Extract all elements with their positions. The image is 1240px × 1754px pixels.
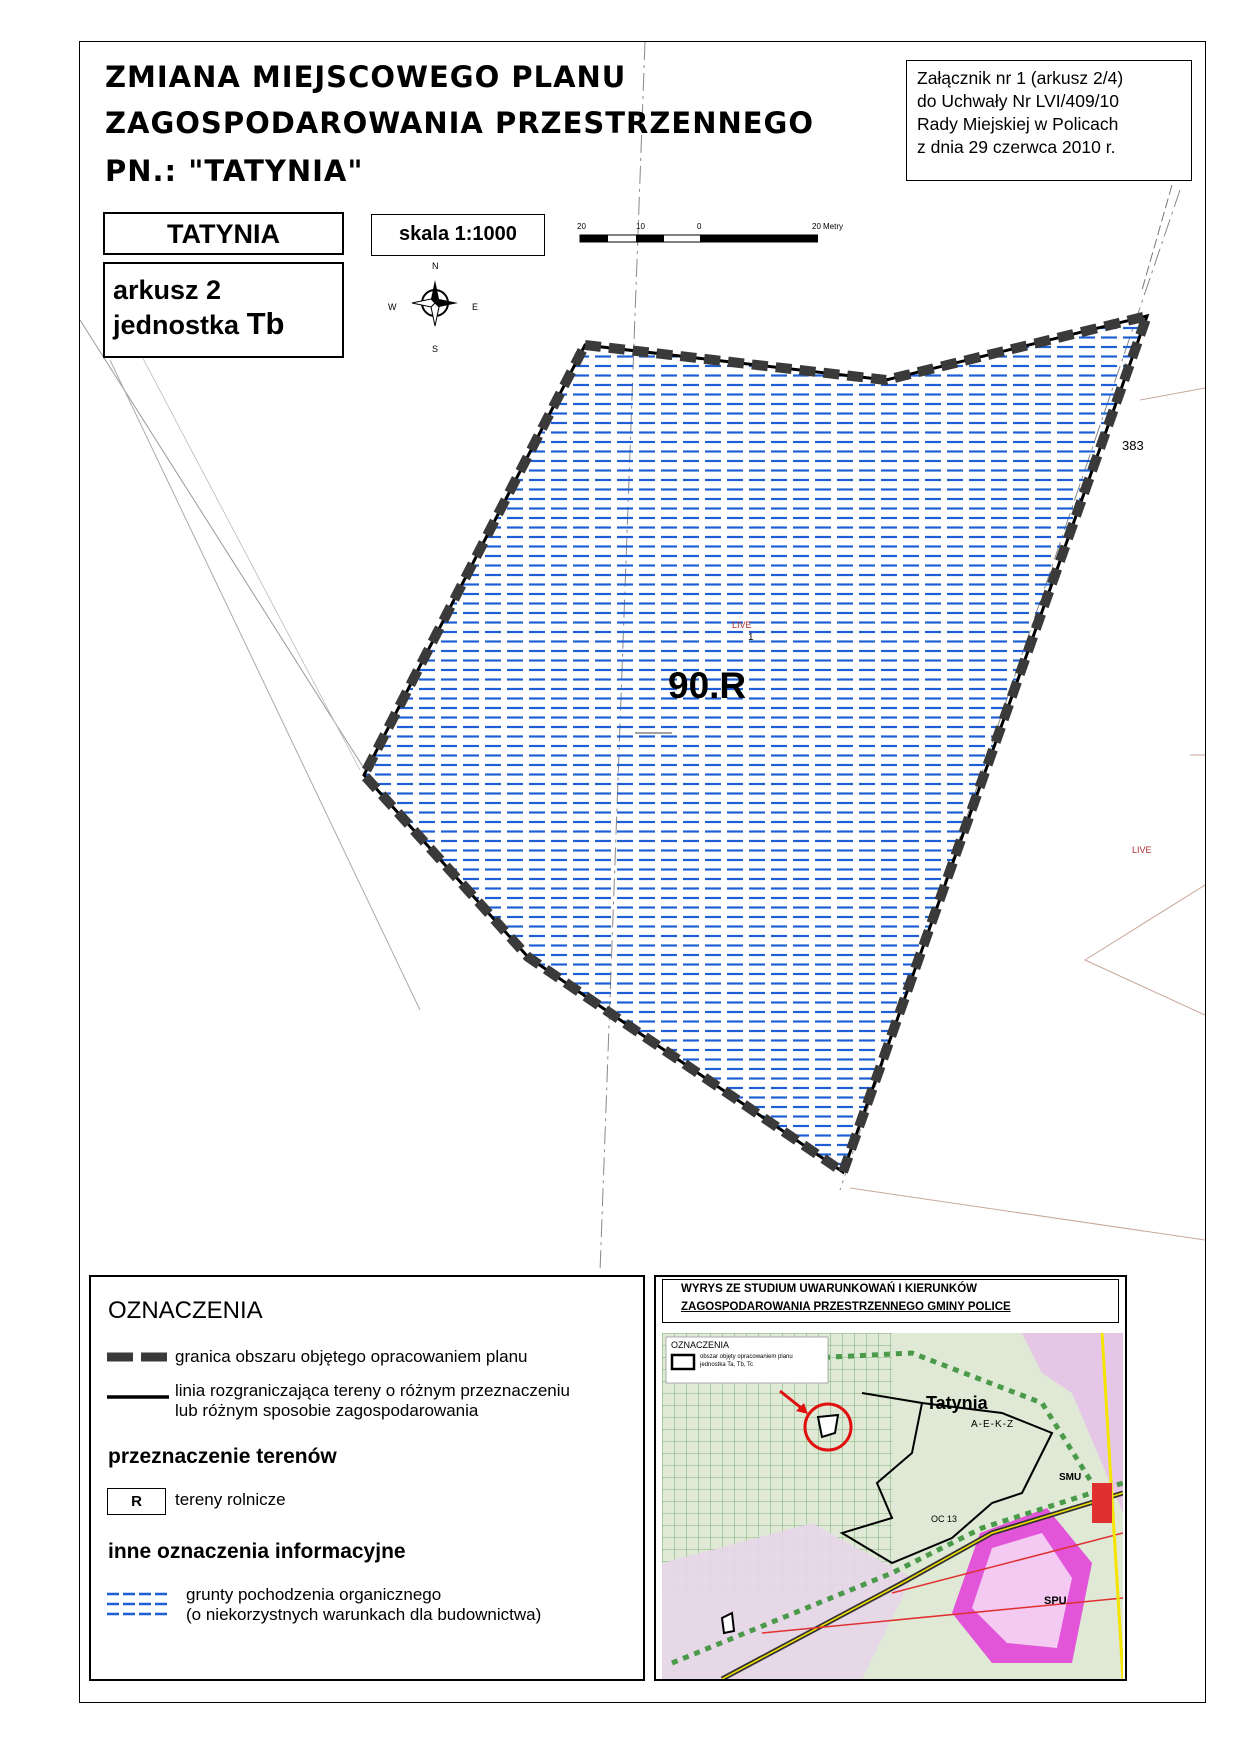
parcel-line xyxy=(128,330,360,770)
zone-90r-area[interactable] xyxy=(364,316,1147,1172)
study-label-aekz: A-E-K-Z xyxy=(971,1419,1015,1430)
study-map xyxy=(662,1333,1123,1679)
legend-boundary: granica obszaru objętego opracowaniem planu xyxy=(175,1347,528,1366)
legend-organic-desc: grunty pochodzenia organicznego xyxy=(186,1585,442,1604)
legend-panel xyxy=(89,1275,645,1681)
excerpt-title-box xyxy=(662,1279,1119,1323)
mini-legend-desc: jednostka Ta, Tb, Tc xyxy=(700,1362,754,1368)
legend-organic-desc: (o niekorzystnych warunkach dla budownictwa) xyxy=(186,1605,542,1624)
scale-bar xyxy=(578,232,818,246)
plan-title-line1: ZMIANA MIEJSCOWEGO PLANU xyxy=(105,60,627,94)
soil-class-label-right: LIVE xyxy=(1132,845,1152,855)
compass-n: N xyxy=(432,261,439,271)
legend-section-info: inne oznaczenia informacyjne xyxy=(108,1540,406,1563)
legend-line-desc: lub różnym sposobie zagospodarowania xyxy=(175,1401,479,1420)
attachment-line: Załącznik nr 1 (arkusz 2/4) xyxy=(917,68,1124,88)
parcel-line xyxy=(110,360,420,1010)
excerpt-title: WYRYS ZE STUDIUM UWARUNKOWAŃ I KIERUNKÓW xyxy=(681,1283,978,1295)
legend-section-purpose: przeznaczenie terenów xyxy=(108,1445,337,1468)
plan-title-line3: PN.: "TATYNIA" xyxy=(105,154,364,188)
soil-class-number: 1 xyxy=(748,632,754,643)
attachment-line: do Uchwały Nr LVI/409/10 xyxy=(917,91,1120,111)
mini-legend-desc: obszar objęty opracowaniem planu xyxy=(700,1354,793,1360)
parcel-line xyxy=(850,1188,1205,1240)
attachment-note xyxy=(906,60,1192,181)
location-name: TATYNIA xyxy=(103,212,344,255)
compass-w: W xyxy=(388,302,397,312)
parcel-number: 383 xyxy=(1122,438,1144,453)
unit-code: Tb xyxy=(246,306,285,341)
boundary-symbol-icon xyxy=(107,1351,169,1363)
scale-tick: 10 xyxy=(636,222,645,231)
study-excerpt-panel xyxy=(654,1275,1127,1681)
soil-class-label: LIVE xyxy=(732,620,752,630)
compass-e: E xyxy=(472,302,479,312)
r-symbol: R xyxy=(107,1488,166,1515)
parcel-line xyxy=(1140,388,1205,400)
scale-tick: 20 xyxy=(577,222,586,231)
study-place-name: Tatynia xyxy=(926,1393,988,1413)
scale-tick: 20 xyxy=(812,222,821,231)
legend-title: OZNACZENIA xyxy=(108,1297,263,1324)
mini-legend-title: OZNACZENIA xyxy=(671,1340,730,1350)
legend-line-desc: linia rozgraniczająca tereny o różnym przeznaczeniu xyxy=(175,1381,570,1400)
organic-soil-symbol-icon xyxy=(107,1590,169,1620)
unit-label: jednostka xyxy=(113,310,240,340)
scale-tick: 0 xyxy=(697,222,702,231)
study-label-oc: OC 13 xyxy=(931,1514,958,1524)
legend-r-desc: tereny rolnicze xyxy=(175,1490,286,1509)
sheet-unit-box xyxy=(103,262,344,358)
compass-rose-icon xyxy=(408,272,464,336)
parcel-line xyxy=(1085,885,1205,1015)
parcel-line xyxy=(1142,185,1172,290)
study-label-spu: SPU xyxy=(1044,1595,1067,1607)
compass-s: S xyxy=(432,344,439,354)
plan-title-line2: ZAGOSPODAROWANIA PRZESTRZENNEGO xyxy=(105,106,815,140)
scale-unit: Metry xyxy=(823,222,843,231)
line-symbol-icon xyxy=(107,1394,169,1400)
zone-label: 90.R xyxy=(668,665,747,706)
attachment-line: Rady Miejskiej w Policach xyxy=(917,114,1119,134)
study-label-smu: SMU xyxy=(1059,1472,1082,1483)
scale-label: skala 1:1000 xyxy=(371,214,545,256)
excerpt-title: ZAGOSPODAROWANIA PRZESTRZENNEGO GMINY POLICE xyxy=(681,1301,1011,1313)
attachment-line: z dnia 29 czerwca 2010 r. xyxy=(917,137,1116,157)
sheet-label: arkusz 2 xyxy=(113,275,222,305)
